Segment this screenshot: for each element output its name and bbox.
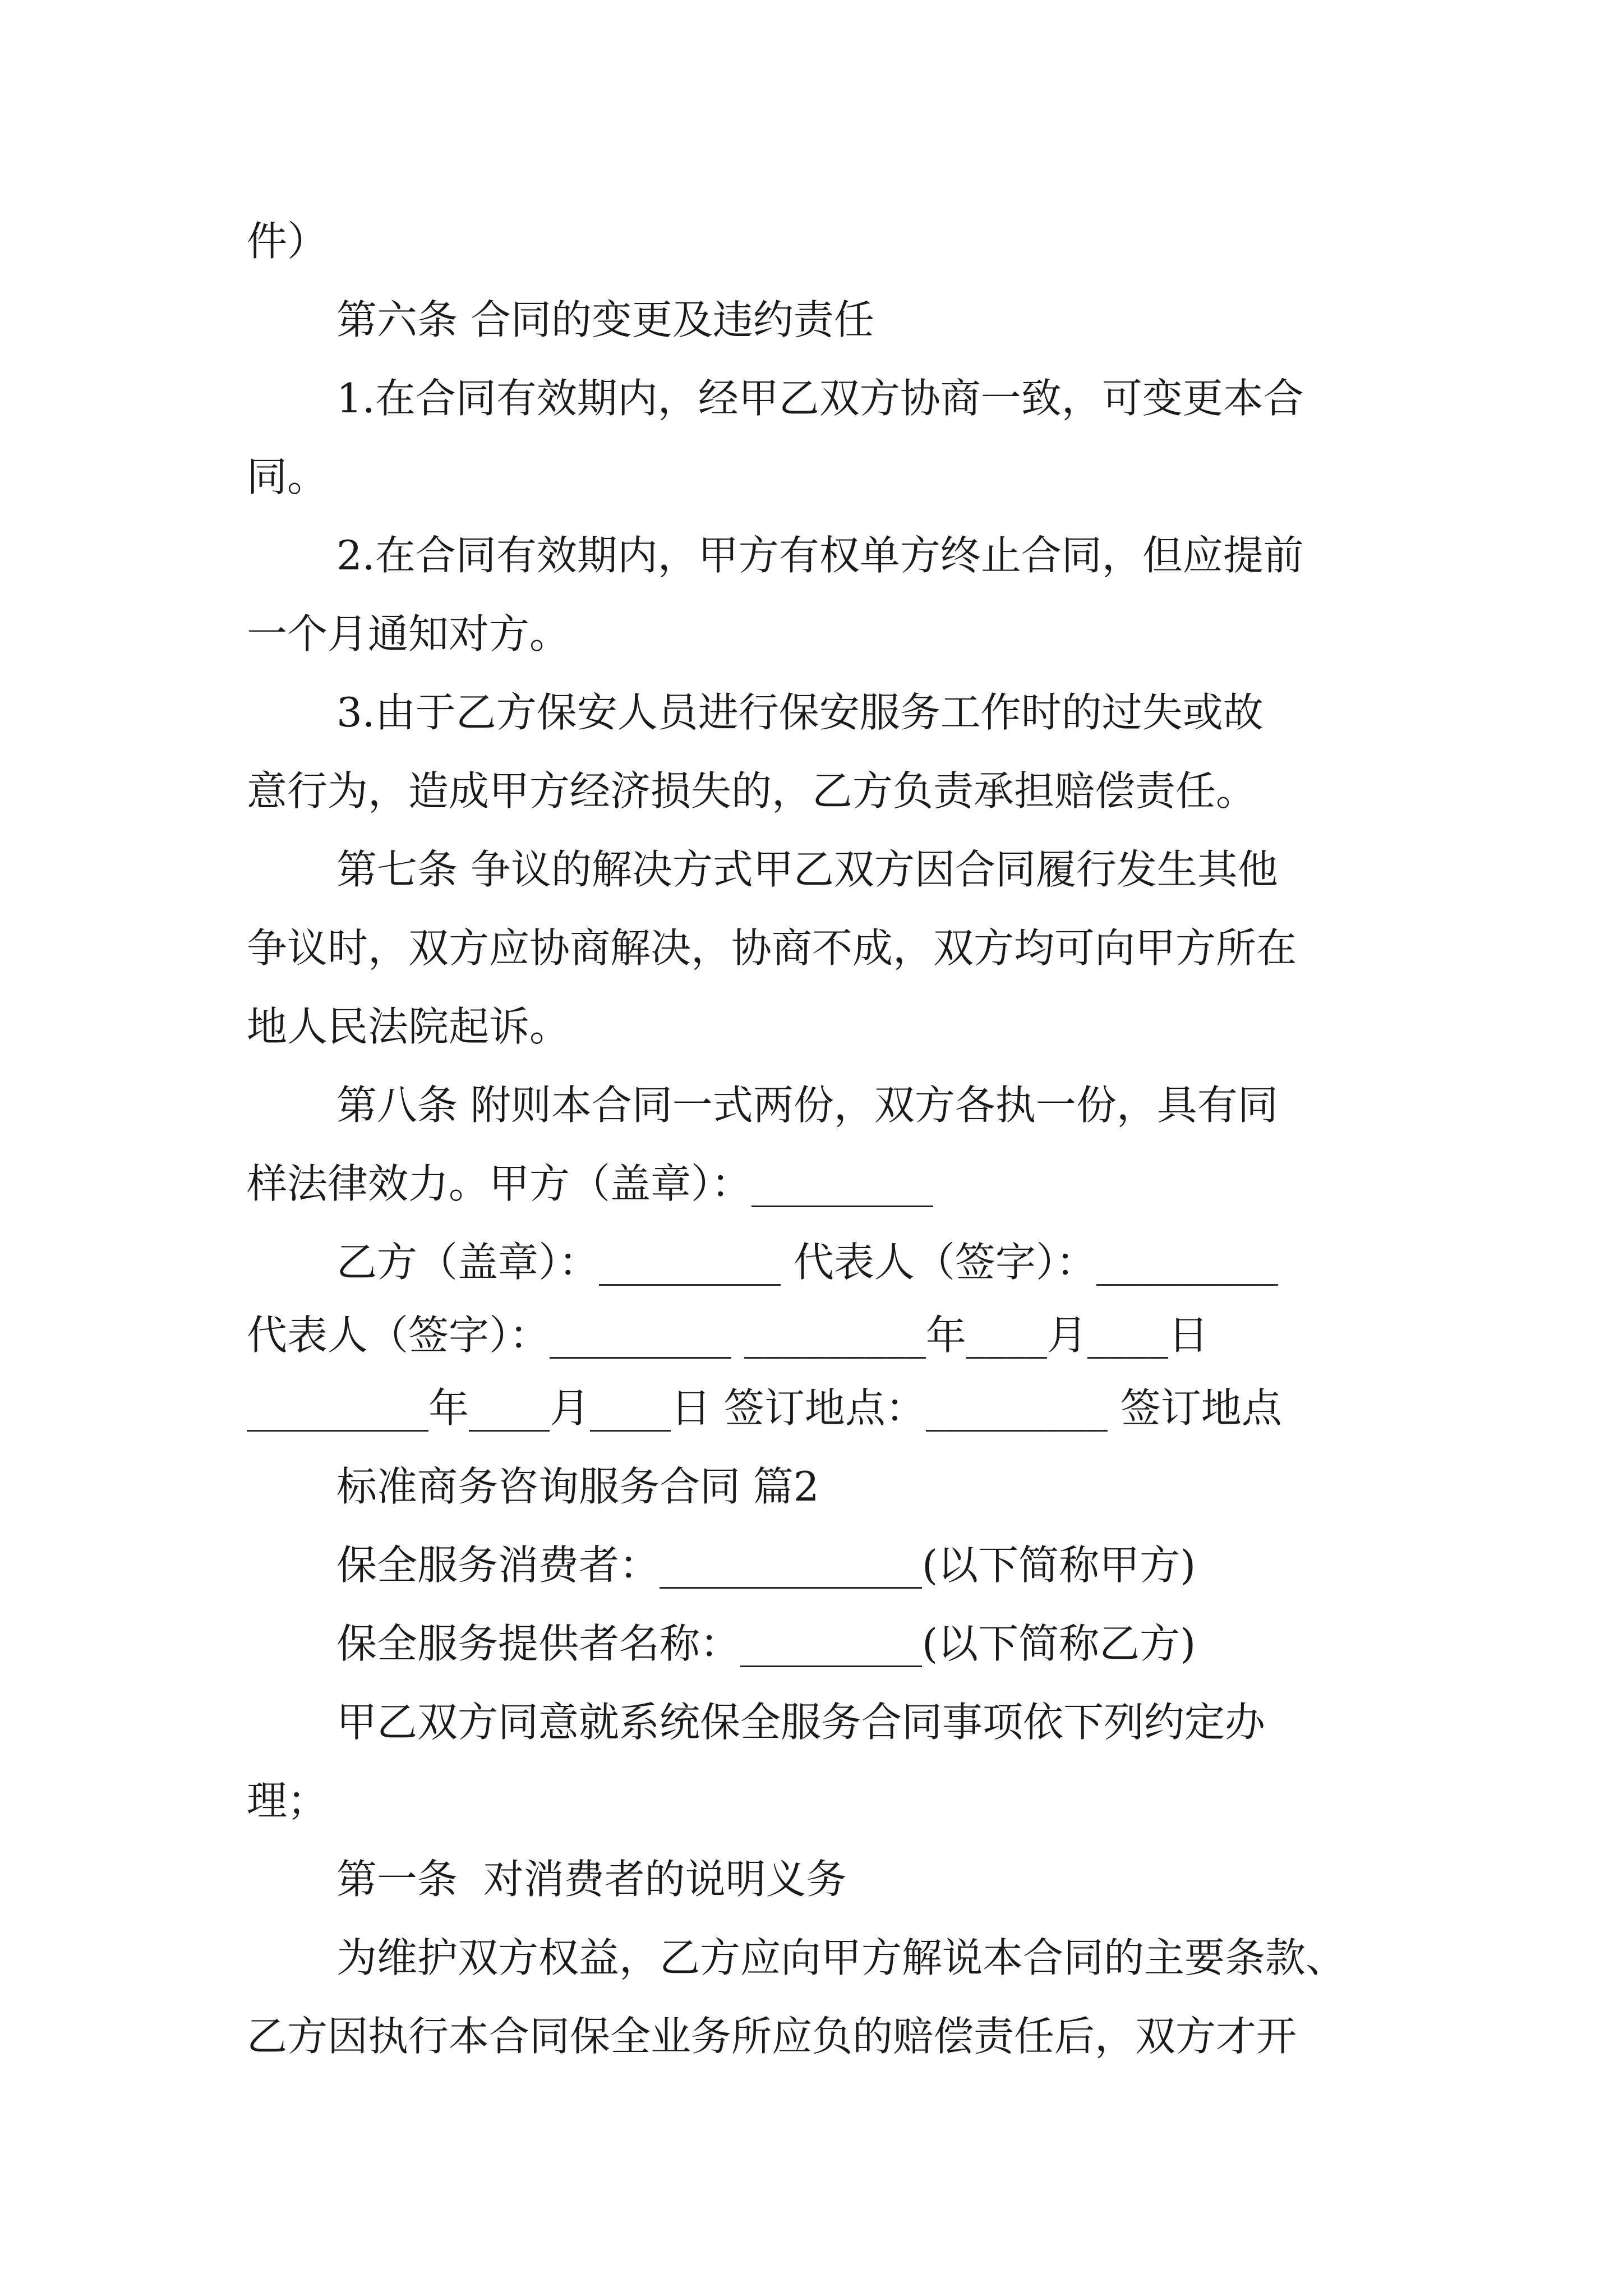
- contract-2-title: 标准商务咨询服务合同 篇2: [336, 1463, 819, 1510]
- signature-line-3: _________年____月____日 签订地点：_________ 签订地点: [247, 1384, 1282, 1432]
- text-line-21: 理；: [247, 1777, 328, 1824]
- text-line-11: 地人民法院起诉。: [247, 1003, 570, 1050]
- article-1-heading: 第一条 对消费者的说明义务: [336, 1856, 847, 1903]
- text-line-5: 2.在合同有效期内，甲方有权单方终止合同，但应提前: [336, 532, 1304, 579]
- text-line-6: 一个月通知对方。: [247, 610, 570, 657]
- text-line-3: 1.在合同有效期内，经甲乙双方协商一致，可变更本合: [336, 375, 1304, 422]
- party-b-line: 保全服务提供者名称：_________(以下简称乙方): [336, 1620, 1196, 1667]
- article-8-heading: 第八条 附则本合同一式两份，双方各执一份，具有同: [336, 1082, 1278, 1129]
- article-7-heading: 第七条 争议的解决方式甲乙双方因合同履行发生其他: [336, 846, 1278, 893]
- text-line-20: 甲乙双方同意就系统保全服务合同事项依下列约定办: [336, 1699, 1266, 1746]
- text-line-23: 为维护双方权益，乙方应向甲方解说本合同的主要条款、: [336, 1934, 1347, 1981]
- party-a-line: 保全服务消费者：_____________(以下简称甲方): [336, 1542, 1196, 1589]
- text-line-13: 样法律效力。甲方（盖章）：_________: [247, 1160, 934, 1207]
- text-line-24: 乙方因执行本合同保全业务所应负的赔偿责任后，双方才开: [247, 2013, 1297, 2060]
- text-line-8: 意行为，造成甲方经济损失的，乙方负责承担赔偿责任。: [247, 767, 1257, 815]
- text-line-1: 件）: [247, 218, 328, 265]
- text-line-7: 3.由于乙方保安人员进行保安服务工作时的过失或故: [336, 689, 1264, 736]
- article-6-heading: 第六条 合同的变更及违约责任: [336, 296, 874, 343]
- signature-line-1: 乙方（盖章）：_________ 代表人（签字）：_________: [336, 1239, 1278, 1286]
- signature-line-2: 代表人（签字）：_________ _________年____月____日: [247, 1312, 1209, 1359]
- text-line-4: 同。: [247, 453, 328, 500]
- text-line-10: 争议时，双方应协商解决，协商不成，双方均可向甲方所在: [247, 924, 1297, 972]
